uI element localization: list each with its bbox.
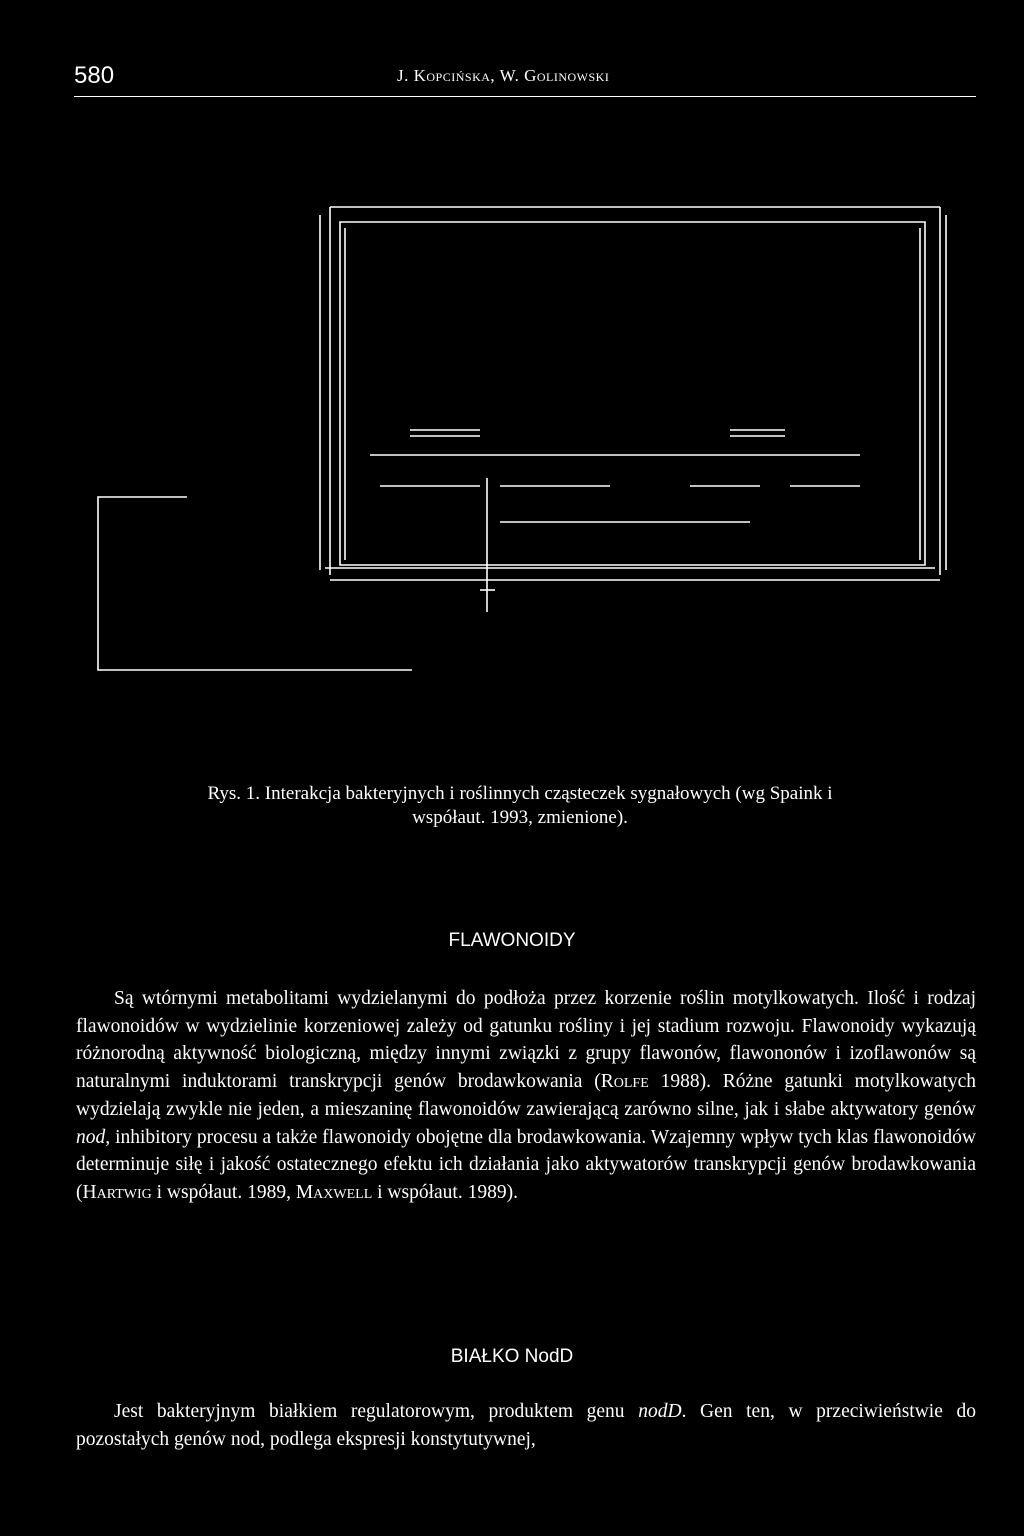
double-line-left (410, 430, 480, 436)
paragraph-flawonoidy (76, 985, 976, 1207)
section-heading-bialko-nodd: BIAŁKO NodD (450, 1346, 574, 1367)
frame-inner-2 (345, 228, 920, 560)
caption-line-1: Rys. 1. Interakcja bakteryjnych i roślinnych cząsteczek sygnałowych (wg Spaink i (207, 783, 833, 804)
caption-line-2: współaut. 1993, zmienione). (412, 807, 628, 828)
page-number: 580 (74, 62, 115, 89)
frame-outer (320, 207, 946, 580)
text-run: i współaut. 1989, (151, 1181, 296, 1203)
text-run: Są wtórnymi metabolitami wydzielanymi do podłoża przez korzenie roślin motylkowatych. Ilość i rodzaj flawonoidów w wydzielinie korzeniowej zależy od gatunku rośliny i jej stadium rozwoju. Flawonoidy wykazują różnorodną aktywność biologiczną, między innymi związki z grupy flawonów, flawononów i izoflawonów są naturalnymi induktorami transkrypcji genów brodawkowania ( (76, 988, 976, 1093)
gene-nodd: nodD (638, 1401, 682, 1422)
section-heading-flawonoidy: FLAWONOIDY (448, 930, 576, 951)
running-header-authors: J. Kopcińska, W. Golinowski (397, 66, 610, 85)
double-line-right (730, 430, 785, 436)
gene-nod: nod (76, 1126, 106, 1148)
figure-diagram (0, 0, 1024, 720)
text-run: Jest bakteryjnym białkiem regulatorowym, produktem genu (114, 1401, 639, 1422)
text-run: 1988). Różne gatunki motylkowatych wydzielają zwykle nie jeden, a mieszaninę flawonoidów zawierającą zarówno silne, jak i słabe aktywatory genów (76, 1071, 976, 1120)
frame-inner (340, 222, 925, 565)
citation-rolfe: Rolfe (600, 1071, 649, 1093)
text-run: i współaut. 1989). (372, 1181, 518, 1203)
citation-maxwell: Maxwell (295, 1181, 373, 1203)
figure-caption (110, 782, 930, 830)
text-run: , inhibitory procesu a także flawonoidy obojętne dla brodawkowania. Wzajemny wpływ tych klas flawonoidów determinuje siłę i jakość ostatecznego efektu ich działania jako aktywatorów transkrypcji genów brodawkowania ( (76, 1126, 976, 1203)
text-run: . Gen ten, w przeciwieństwie do pozostałych genów nod, podlega ekspresji konstytutywnej, (76, 1401, 976, 1450)
left-bracket (98, 497, 412, 670)
citation-hartwig: Hartwig (82, 1181, 152, 1203)
paragraph-bialko-nodd (76, 1398, 976, 1453)
